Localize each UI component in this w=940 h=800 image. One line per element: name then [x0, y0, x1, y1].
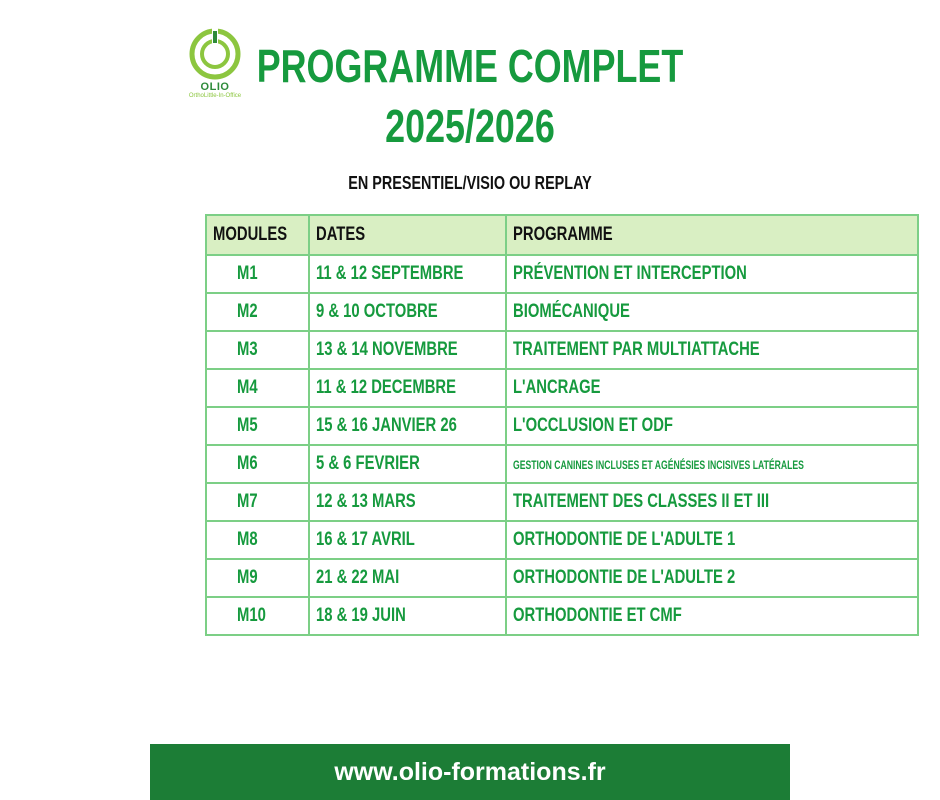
footer-url[interactable]: www.olio-formations.fr [334, 757, 606, 786]
table-row [206, 445, 918, 483]
programme-cell: GESTION CANINES INCLUSES ET AGÉNÉSIES INCISIVES LATÉRALES [506, 445, 918, 483]
logo-name: OLIO [200, 81, 230, 93]
page-title: PROGRAMME COMPLET [256, 40, 684, 92]
module-cell: M2 [206, 293, 309, 331]
module-cell: M10 [206, 597, 309, 635]
programme-cell: ORTHODONTIE DE L'ADULTE 1 [506, 521, 918, 559]
table-header-row [206, 215, 918, 255]
logo-tagline: OrthoLittle-In-Office [188, 93, 242, 99]
table-body [206, 255, 918, 635]
programme-cell: TRAITEMENT PAR MULTIATTACHE [506, 331, 918, 369]
table-row [206, 559, 918, 597]
programme-cell: PRÉVENTION ET INTERCEPTION [506, 255, 918, 293]
dates-cell: 18 & 19 JUIN [309, 597, 506, 635]
table-row [206, 293, 918, 331]
module-cell: M8 [206, 521, 309, 559]
dates-cell: 5 & 6 FEVRIER [309, 445, 506, 483]
table-row [206, 521, 918, 559]
module-cell: M7 [206, 483, 309, 521]
programme-cell: L'ANCRAGE [506, 369, 918, 407]
dates-cell: 11 & 12 SEPTEMBRE [309, 255, 506, 293]
header-dates: DATES [309, 215, 506, 255]
header-modules: MODULES [206, 215, 309, 255]
footer-banner [150, 744, 790, 800]
dates-cell: 12 & 13 MARS [309, 483, 506, 521]
module-cell: M6 [206, 445, 309, 483]
module-cell: M4 [206, 369, 309, 407]
module-cell: M1 [206, 255, 309, 293]
dates-cell: 15 & 16 JANVIER 26 [309, 407, 506, 445]
table-row [206, 597, 918, 635]
dates-cell: 16 & 17 AVRIL [309, 521, 506, 559]
module-cell: M3 [206, 331, 309, 369]
programme-cell: ORTHODONTIE DE L'ADULTE 2 [506, 559, 918, 597]
dates-cell: 21 & 22 MAI [309, 559, 506, 597]
programme-cell: ORTHODONTIE ET CMF [506, 597, 918, 635]
module-cell: M9 [206, 559, 309, 597]
page-subtitle: EN PRESENTIEL/VISIO OU REPLAY [348, 173, 592, 193]
table-row [206, 369, 918, 407]
table-row [206, 407, 918, 445]
programme-cell: L'OCCLUSION ET ODF [506, 407, 918, 445]
dates-cell: 11 & 12 DECEMBRE [309, 369, 506, 407]
dates-cell: 9 & 10 OCTOBRE [309, 293, 506, 331]
dates-cell: 13 & 14 NOVEMBRE [309, 331, 506, 369]
table-row [206, 255, 918, 293]
table-row [206, 483, 918, 521]
programme-cell: TRAITEMENT DES CLASSES II ET III [506, 483, 918, 521]
module-cell: M5 [206, 407, 309, 445]
header-programme: PROGRAMME [506, 215, 918, 255]
table-row [206, 331, 918, 369]
page-title-year: 2025/2026 [385, 100, 555, 152]
programme-cell: BIOMÉCANIQUE [506, 293, 918, 331]
programme-table [205, 214, 919, 636]
